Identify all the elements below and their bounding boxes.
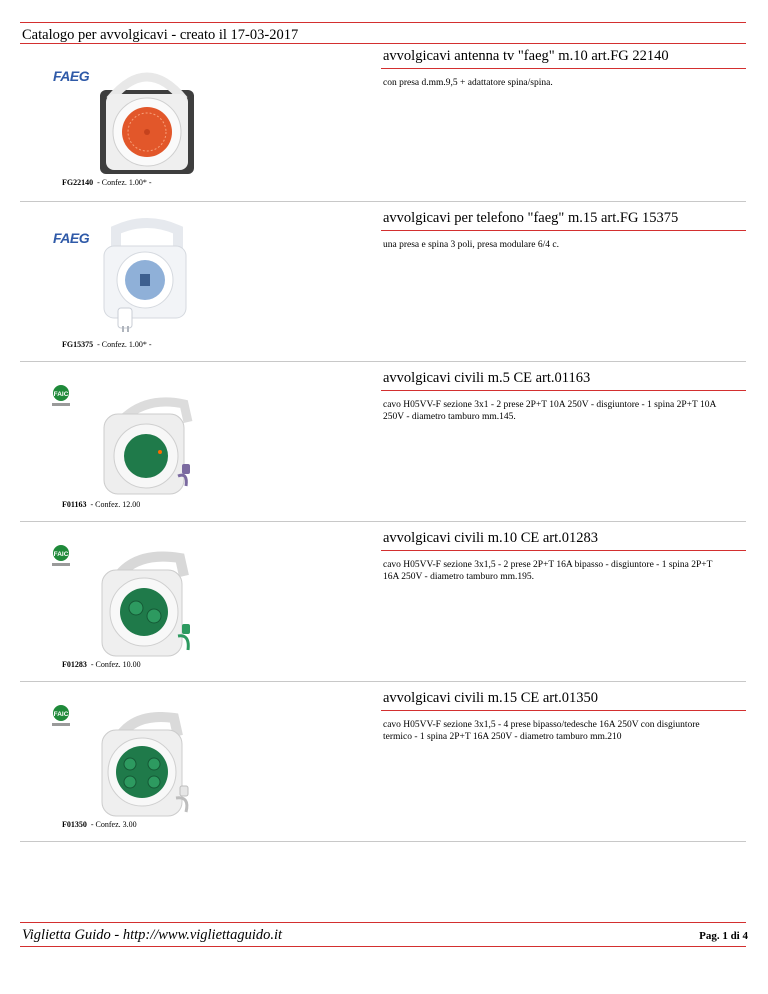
product-code-line — [62, 340, 152, 349]
product-description: con presa d.mm.9,5 + adattatore spina/spina. — [383, 78, 553, 88]
svg-text:FAIC: FAIC — [53, 711, 69, 718]
product-code: F01163 — [62, 500, 87, 509]
faic-logo — [50, 704, 72, 728]
product-description: cavo H05VV-F sezione 3x1,5 - 2 prese 2P+T 16A bipasso - disgiuntore - 1 spina 2P+T 16A 250V - diametro tamburo mm.195. — [383, 560, 713, 582]
product-title: avvolgicavi civili m.15 CE art.01350 — [383, 690, 599, 706]
faeg-logo — [52, 228, 92, 248]
product-image — [92, 60, 202, 178]
product-entry — [0, 530, 768, 702]
product-separator — [20, 521, 746, 522]
product-description: cavo H05VV-F sezione 3x1 - 2 prese 2P+T 10A 250V - disgiuntore - 1 spina 2P+T 10A 250V - diametro tamburo mm.145. — [383, 400, 716, 422]
product-title-rule — [381, 230, 746, 231]
product-separator — [20, 201, 746, 202]
page-number: Pag. 1 di 4 — [699, 930, 748, 942]
product-image — [96, 550, 206, 668]
header-top-rule — [20, 22, 746, 23]
product-code-line — [62, 660, 141, 669]
footer-top-rule — [20, 922, 746, 923]
product-code: FG15375 — [62, 340, 94, 349]
product-title: avvolgicavi antenna tv "faeg" m.10 art.FG 22140 — [383, 48, 669, 64]
svg-text:FAEG: FAEG — [53, 230, 90, 246]
product-title: avvolgicavi civili m.5 CE art.01163 — [383, 370, 591, 386]
product-title: avvolgicavi civili m.10 CE art.01283 — [383, 530, 599, 546]
faic-logo — [50, 384, 72, 408]
faeg-logo — [52, 66, 92, 86]
product-separator — [20, 841, 746, 842]
product-title-rule — [381, 710, 746, 711]
product-title-rule — [381, 550, 746, 551]
product-description: una presa e spina 3 poli, presa modulare 6/4 c. — [383, 240, 559, 250]
product-pack: - Confez. 3.00 — [90, 820, 137, 829]
product-code: FG22140 — [62, 178, 94, 187]
product-code: F01283 — [62, 660, 87, 669]
faic-logo — [50, 544, 72, 568]
svg-text:FAIC: FAIC — [53, 391, 69, 398]
footer-bottom-rule — [20, 946, 746, 947]
product-pack: - Confez. 12.00 — [90, 500, 141, 509]
product-description: cavo H05VV-F sezione 3x1,5 - 4 prese bipasso/tedesche 16A 250V con disgiuntore termico - 1 spina 2P+T 16A 250V - diametro tamburo mm.210 — [383, 720, 700, 742]
svg-text:FAIC: FAIC — [53, 551, 69, 558]
svg-text:FAEG: FAEG — [53, 68, 90, 84]
product-title-rule — [381, 390, 746, 391]
product-image — [98, 392, 208, 510]
product-title-rule — [381, 68, 746, 69]
product-code-line — [62, 500, 140, 509]
document-title: Catalogo per avvolgicavi - creato il 17-03-2017 — [22, 27, 299, 43]
product-pack: - Confez. 10.00 — [90, 660, 141, 669]
product-code: F01350 — [62, 820, 87, 829]
product-entry — [0, 48, 768, 220]
product-pack: - Confez. 1.00* - — [97, 340, 152, 349]
product-entry — [0, 690, 768, 862]
product-code-line — [62, 820, 137, 829]
product-separator — [20, 361, 746, 362]
product-image — [96, 712, 206, 830]
product-title: avvolgicavi per telefono "faeg" m.15 art.FG 15375 — [383, 210, 679, 226]
footer-site-link[interactable]: Viglietta Guido - http://www.vigliettaguido.it — [22, 927, 283, 943]
product-pack: - Confez. 1.00* - — [97, 178, 152, 187]
product-entry — [0, 210, 768, 382]
product-image — [92, 216, 202, 334]
product-separator — [20, 681, 746, 682]
product-code-line — [62, 178, 152, 187]
header-bottom-rule — [20, 43, 746, 44]
product-entry — [0, 370, 768, 542]
